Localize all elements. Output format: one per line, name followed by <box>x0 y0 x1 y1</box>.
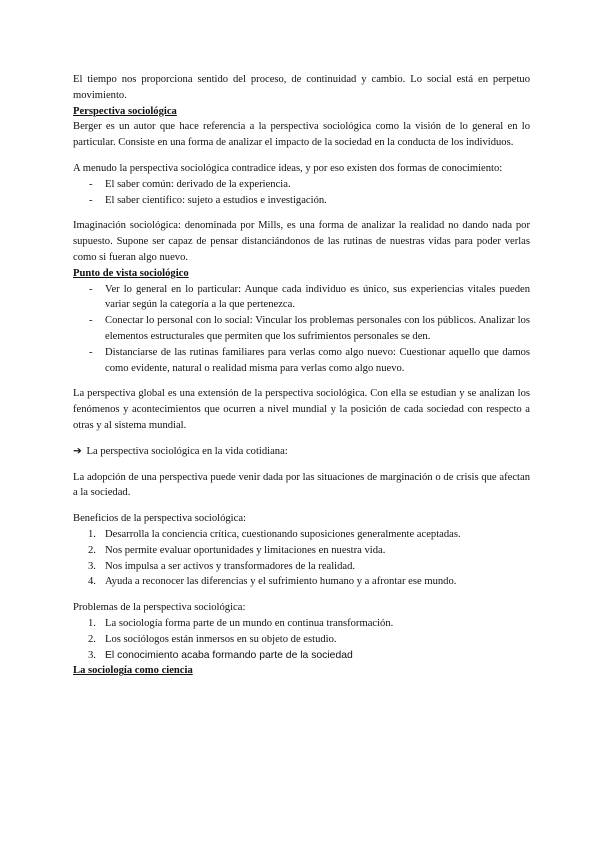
dash-bullet: - <box>89 178 93 190</box>
adoption-paragraph: La adopción de una perspectiva puede venir dada por las situaciones de marginación o de crisis que afectan a la sociedad. <box>73 471 530 499</box>
document-page <box>73 72 530 679</box>
berger-paragraph: Berger es un autor que hace referencia a la perspectiva sociológica como la visión de lo general en lo particular. Consiste en una forma de analizar el impacto de la sociedad en la conducta de los individuos. <box>73 121 530 149</box>
problems-list <box>73 616 530 663</box>
list-item: - El saber común: derivado de la experiencia. <box>73 177 530 193</box>
list-item: 1. La sociología forma parte de un mundo en continua transformación. <box>73 616 530 632</box>
list-number: 2. <box>88 544 96 556</box>
daily-life-line: ➔ La perspectiva sociológica en la vida cotidiana: <box>73 445 288 457</box>
knowledge-list <box>73 177 530 209</box>
list-item: 4. Ayuda a reconocer las diferencias y el sufrimiento humano y a afrontar ese mundo. <box>73 574 530 590</box>
list-item: 1. Desarrolla la conciencia crítica, cuestionando suposiciones generalmente aceptadas. <box>73 527 530 543</box>
problems-title: Problemas de la perspectiva sociológica: <box>73 602 246 614</box>
imaginacion-paragraph: Imaginación sociológica: denominada por Mills, es una forma de analizar la realidad no dando nada por supuesto. Supone ser capaz de pensar distanciándonos de las rutinas de nuestras vidas para poder verlas como si fueran algo nuevo. <box>73 220 530 263</box>
dash-bullet: - <box>89 346 93 358</box>
knowledge-intro-paragraph: A menudo la perspectiva sociológica contradice ideas, y por eso existen dos formas de conocimiento: <box>73 162 503 174</box>
heading-punto-de-vista: Punto de vista sociológico <box>73 267 189 279</box>
heading-perspectiva-sociologica: Perspectiva sociológica <box>73 105 177 117</box>
list-item: 2. Los sociólogos están inmersos en su objeto de estudio. <box>73 632 530 648</box>
list-number: 3. <box>88 649 96 661</box>
punto-de-vista-list <box>73 282 530 377</box>
benefits-title: Beneficios de la perspectiva sociológica: <box>73 513 246 525</box>
list-item: - El saber científico: sujeto a estudios e investigación. <box>73 193 530 209</box>
list-number: 2. <box>88 633 96 645</box>
list-item: - Distanciarse de las rutinas familiares para verlas como algo nuevo: Cuestionar aquello que damos como evidente, natural o realidad misma para verlas como algo nuevo. <box>89 346 530 374</box>
heading-sociologia-ciencia: La sociología como ciencia <box>73 665 193 677</box>
global-paragraph: La perspectiva global es una extensión de la perspectiva sociológica. Con ella se estudian y se analizan los fenómenos y acontecimientos que ocurren a nivel mundial y la posición de cada sociedad con respecto a otras y al sistema mundial. <box>73 388 530 431</box>
list-number: 4. <box>88 576 96 588</box>
list-item: 3. El conocimiento acaba formando parte de la sociedad <box>73 648 530 664</box>
list-item: 3. Nos impulsa a ser activos y transformadores de la realidad. <box>73 559 530 575</box>
dash-bullet: - <box>89 283 93 295</box>
list-number: 3. <box>88 560 96 572</box>
intro-paragraph: El tiempo nos proporciona sentido del proceso, de continuidad y cambio. Lo social está en perpetuo movimiento. <box>73 74 530 101</box>
arrow-icon: ➔ <box>73 445 82 457</box>
dash-bullet: - <box>89 315 93 327</box>
list-item: - Ver lo general en lo particular: Aunque cada individuo es único, sus experiencias vitales pueden variar según la categoría a la que pertenezca. <box>89 283 530 311</box>
list-item: - Conectar lo personal con lo social: Vincular los problemas personales con los públicos. Analizar los elementos estructurales que permiten que los sufrimientos personales se den. <box>89 315 530 342</box>
benefits-list <box>73 527 530 590</box>
dash-bullet: - <box>89 194 93 206</box>
list-item: 2. Nos permite evaluar oportunidades y limitaciones en nuestra vida. <box>73 543 530 559</box>
list-number: 1. <box>88 528 96 540</box>
list-number: 1. <box>88 617 96 629</box>
